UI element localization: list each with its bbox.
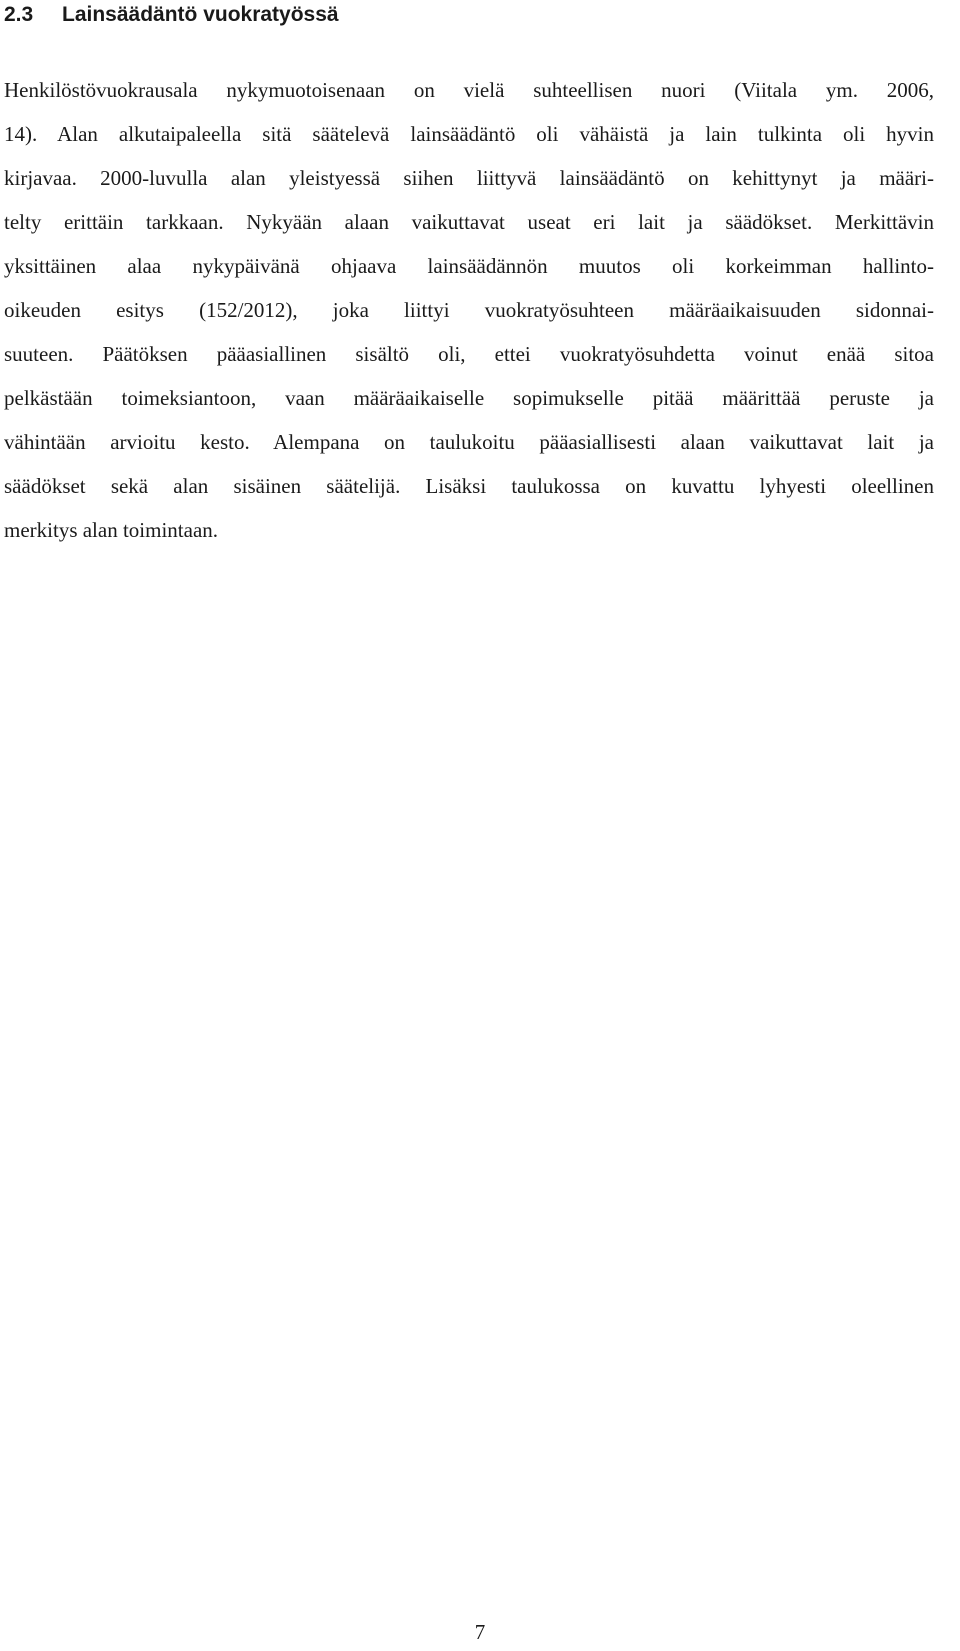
paragraph-line: pelkästään toimeksiantoon, vaan määräaikaiselle sopimukselle pitää määrittää peruste ja	[4, 386, 934, 410]
section-title: Lainsäädäntö vuokratyössä	[62, 3, 339, 26]
paragraph-line: oikeuden esitys (152/2012), joka liittyi vuokratyösuhteen määräaikaisuuden sidonnai-	[4, 298, 934, 322]
paragraph-line: telty erittäin tarkkaan. Nykyään alaan vaikuttavat useat eri lait ja säädökset. Merkittävin	[4, 210, 934, 234]
section-number: 2.3	[4, 3, 34, 26]
body-paragraph	[4, 68, 934, 552]
section-heading	[4, 0, 339, 30]
paragraph-line: kirjavaa. 2000-luvulla alan yleistyessä siihen liittyvä lainsäädäntö on kehittynyt ja määri-	[4, 166, 934, 190]
page-number	[0, 1617, 960, 1647]
paragraph-line: vähintään arvioitu kesto. Alempana on taulukoitu pääasiallisesti alaan vaikuttavat lait ja	[4, 430, 934, 454]
paragraph-line: 14). Alan alkutaipaleella sitä säätelevä lainsäädäntö oli vähäistä ja lain tulkinta oli hyvin	[4, 122, 934, 146]
paragraph-line: suuteen. Päätöksen pääasiallinen sisältö oli, ettei vuokratyösuhdetta voinut enää sitoa	[4, 342, 934, 366]
paragraph-line: Henkilöstövuokrausala nykymuotoisenaan on vielä suhteellisen nuori (Viitala ym. 2006,	[4, 78, 934, 102]
paragraph-line-last: merkitys alan toimintaan.	[4, 518, 219, 542]
page-number-text: 7	[474, 1620, 486, 1644]
paragraph-line: säädökset sekä alan sisäinen säätelijä. Lisäksi taulukossa on kuvattu lyhyesti oleellinen	[4, 474, 934, 498]
paragraph-line: yksittäinen alaa nykypäivänä ohjaava lainsäädännön muutos oli korkeimman hallinto-	[4, 254, 934, 278]
